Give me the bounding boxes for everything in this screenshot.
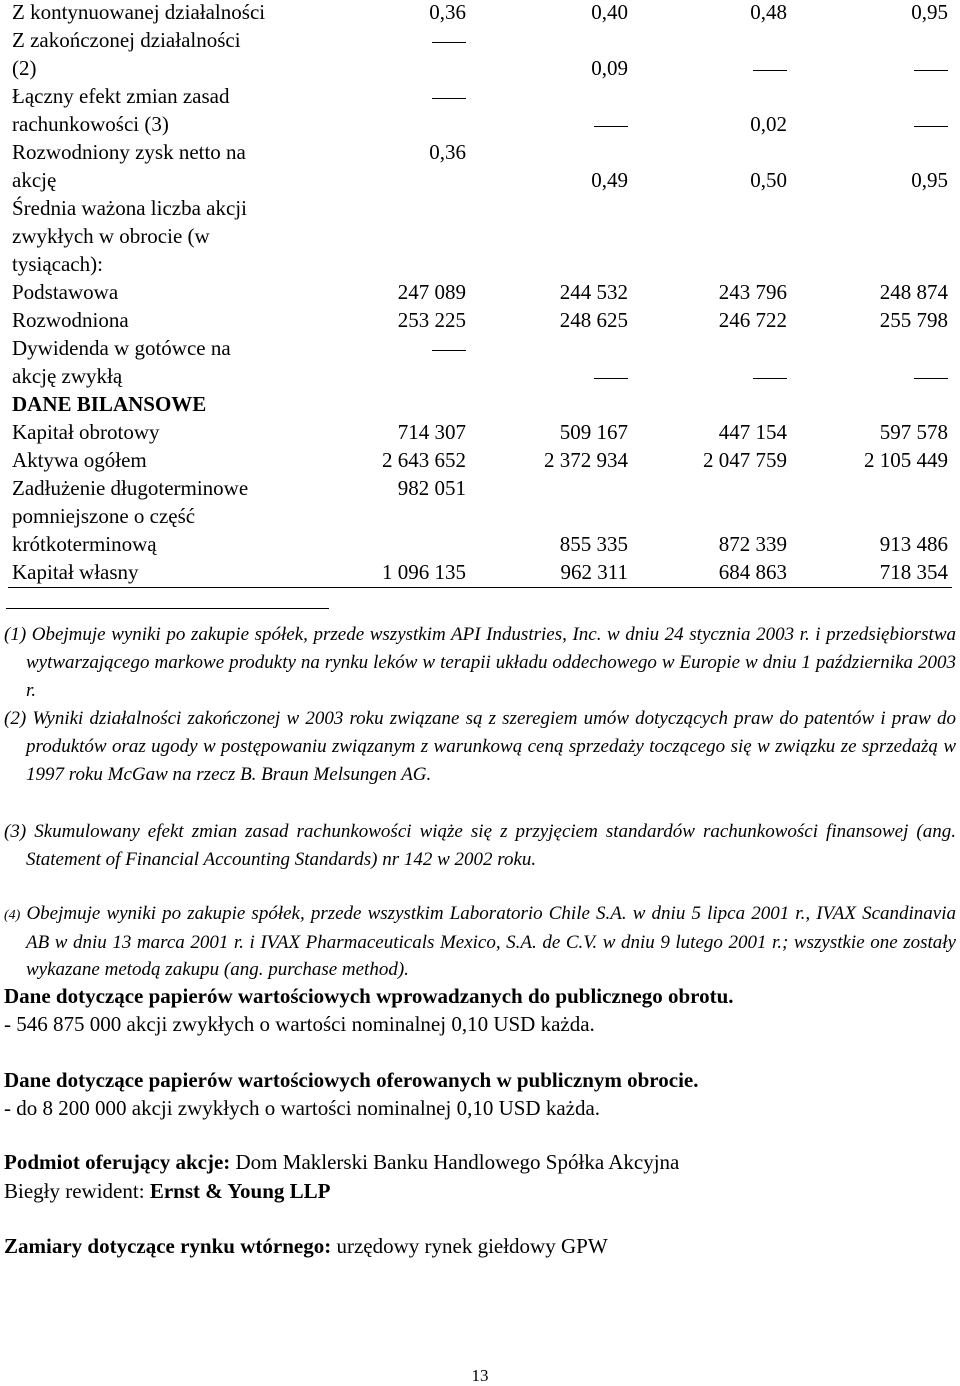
- cell-col1: 247 089: [397, 280, 466, 304]
- cell-col1: 1 096 135: [382, 560, 466, 584]
- table-row: [0, 194, 960, 222]
- footnote-number: (2): [4, 708, 27, 729]
- footnote-text: Obejmuje wyniki po zakupie spółek, przede wszystkim Laboratorio Chile S.A. w dniu 5 lipca 2001 r., IVAX Scandinavia AB w dniu 13 marca 2001 r. i IVAX Pharmaceuticals Mexico, S.A. de C.V. w dniu 9 lutego 2001 r.; wszystkie one zostały wykazane metodą zakupu (ang. purchase method).: [26, 903, 956, 980]
- table-row: [0, 418, 960, 446]
- dash-mark: [753, 54, 787, 82]
- row-label: Kapitał obrotowy: [12, 420, 160, 444]
- cell-col1: 2 643 652: [382, 448, 466, 472]
- row-label: tysiącach):: [12, 252, 103, 276]
- footnote-number: (3): [4, 821, 27, 842]
- row-label: Rozwodniony zysk netto na: [12, 140, 246, 164]
- table-bottom-rule: [8, 587, 952, 588]
- secondary-market: [4, 1232, 608, 1260]
- row-label: akcję: [12, 168, 57, 192]
- table-row: [0, 222, 960, 250]
- table-row: [0, 110, 960, 138]
- dash-mark: [914, 362, 948, 390]
- auditor-label: Biegły rewident:: [4, 1179, 150, 1203]
- row-label: Zadłużenie długoterminowe: [12, 476, 249, 500]
- table-row: [0, 82, 960, 110]
- cell-col3: 246 722: [718, 308, 787, 332]
- cell-col2: 0,49: [591, 168, 628, 192]
- cell-col4: 0,95: [911, 0, 948, 24]
- table-row: [0, 334, 960, 362]
- table-row: [0, 138, 960, 166]
- row-label: Z zakończonej działalności: [12, 28, 241, 52]
- row-label: Łączny efekt zmian zasad: [12, 84, 230, 108]
- offering-broker: [4, 1148, 679, 1176]
- table-row: [0, 0, 960, 26]
- cell-col2: 248 625: [559, 308, 628, 332]
- row-label: (2): [12, 56, 37, 80]
- footnote-4: [4, 900, 956, 983]
- row-label: zwykłych w obrocie (w: [12, 224, 210, 248]
- row-label: Aktywa ogółem: [12, 448, 147, 472]
- cell-col4: 248 874: [879, 280, 948, 304]
- table-row: [0, 26, 960, 54]
- cell-col2: 855 335: [559, 532, 628, 556]
- offered-securities-item: - do 8 200 000 akcji zwykłych o wartości nominalnej 0,10 USD każda.: [4, 1096, 601, 1120]
- cell-col3: 684 863: [718, 560, 787, 584]
- cell-col1: 0,36: [429, 0, 466, 24]
- admitted-securities-heading: Dane dotyczące papierów wartościowych wprowadzanych do publicznego obrotu.: [4, 984, 734, 1008]
- footnote-text: Skumulowany efekt zmian zasad rachunkowości wiąże się z przyjęciem standardów rachunkowości finansowej (ang. Statement of Financial Accounting Standards) nr 142 w 2002 roku.: [26, 821, 957, 870]
- market-value: urzędowy rynek giełdowy GPW: [331, 1234, 608, 1258]
- footnote-text: Obejmuje wyniki po zakupie spółek, przede wszystkim API Industries, Inc. w dniu 24 stycznia 2003 r. i przedsiębiorstwa wytwarzającego markowe produkty na rynku leków w terapii układu oddechowego w Europie w dniu 1 października 2003 r.: [26, 624, 956, 701]
- dash-mark: [432, 334, 466, 362]
- row-label: krótkoterminową: [12, 532, 157, 556]
- cell-col1: 714 307: [397, 420, 466, 444]
- dash-mark: [594, 362, 628, 390]
- cell-col2: 244 532: [559, 280, 628, 304]
- table-row: [0, 446, 960, 474]
- cell-col1: 0,36: [429, 140, 466, 164]
- table-row: [0, 502, 960, 530]
- cell-col3: 0,50: [750, 168, 787, 192]
- table-row: [0, 306, 960, 334]
- cell-col4: 255 798: [879, 308, 948, 332]
- dash-mark: [753, 362, 787, 390]
- cell-col3: 872 339: [718, 532, 787, 556]
- cell-col1: 982 051: [397, 476, 466, 500]
- table-row: [0, 558, 960, 586]
- table-row: [0, 166, 960, 194]
- table-row: [0, 278, 960, 306]
- row-label: Kapitał własny: [12, 560, 139, 584]
- footnote-2: [4, 705, 956, 789]
- row-label: Średnia ważona liczba akcji: [12, 196, 247, 220]
- row-label: Z kontynuowanej działalności: [12, 0, 266, 24]
- auditor: [4, 1177, 331, 1205]
- cell-col3: 0,48: [750, 0, 787, 24]
- dash-mark: [432, 82, 466, 110]
- cell-col4: 718 354: [879, 560, 948, 584]
- table-row: [0, 250, 960, 278]
- cell-col2: 2 372 934: [544, 448, 628, 472]
- dash-mark: [594, 110, 628, 138]
- footnote-text: Wyniki działalności zakończonej w 2003 roku związane są z szeregiem umów dotyczących praw do patentów i praw do produktów oraz ugody w postępowaniu związanym z warunkową ceną sprzedaży toczącego się w związku ze sprzedażą w 1997 roku McGaw na rzecz B. Braun Melsungen AG.: [26, 708, 956, 785]
- table-row: [0, 54, 960, 82]
- cell-col2: 0,40: [591, 0, 628, 24]
- cell-col3: 0,02: [750, 112, 787, 136]
- row-label: Dywidenda w gotówce na: [12, 336, 231, 360]
- cell-col3: 447 154: [718, 420, 787, 444]
- cell-col1: 253 225: [397, 308, 466, 332]
- cell-col3: 2 047 759: [703, 448, 787, 472]
- row-label: rachunkowości (3): [12, 112, 169, 136]
- cell-col2: 509 167: [559, 420, 628, 444]
- auditor-value: Ernst & Young LLP: [149, 1179, 331, 1203]
- cell-col2: 962 311: [560, 560, 628, 584]
- dash-mark: [914, 110, 948, 138]
- row-label: Podstawowa: [12, 280, 119, 304]
- footnote-1: [4, 621, 956, 705]
- table-section-heading: [0, 390, 960, 418]
- broker-value: Dom Maklerski Banku Handlowego Spółka Akcyjna: [230, 1150, 680, 1174]
- row-label: DANE BILANSOWE: [12, 392, 207, 416]
- row-label: Rozwodniona: [12, 308, 129, 332]
- broker-label: Podmiot oferujący akcje:: [4, 1150, 231, 1174]
- table-row: [0, 530, 960, 558]
- page-number: 13: [471, 1366, 489, 1385]
- row-label: akcję zwykłą: [12, 364, 123, 388]
- table-row: [0, 362, 960, 390]
- table-row: [0, 474, 960, 502]
- cell-col4: 597 578: [879, 420, 948, 444]
- market-label: Zamiary dotyczące rynku wtórnego:: [4, 1234, 332, 1258]
- cell-col3: 243 796: [718, 280, 787, 304]
- footnote-3: [4, 818, 956, 874]
- dash-mark: [914, 54, 948, 82]
- cell-col4: 913 486: [879, 532, 948, 556]
- row-label: pomniejszone o część: [12, 504, 196, 528]
- cell-col4: 2 105 449: [864, 448, 948, 472]
- cell-col2: 0,09: [591, 56, 628, 80]
- dash-mark: [432, 26, 466, 54]
- footnote-number: (1): [4, 624, 27, 645]
- footnote-number: (4): [4, 908, 21, 923]
- cell-col4: 0,95: [911, 168, 948, 192]
- footnote-separator: [6, 608, 329, 609]
- offered-securities-heading: Dane dotyczące papierów wartościowych oferowanych w publicznym obrocie.: [4, 1068, 699, 1092]
- admitted-securities-item: - 546 875 000 akcji zwykłych o wartości nominalnej 0,10 USD każda.: [4, 1012, 595, 1036]
